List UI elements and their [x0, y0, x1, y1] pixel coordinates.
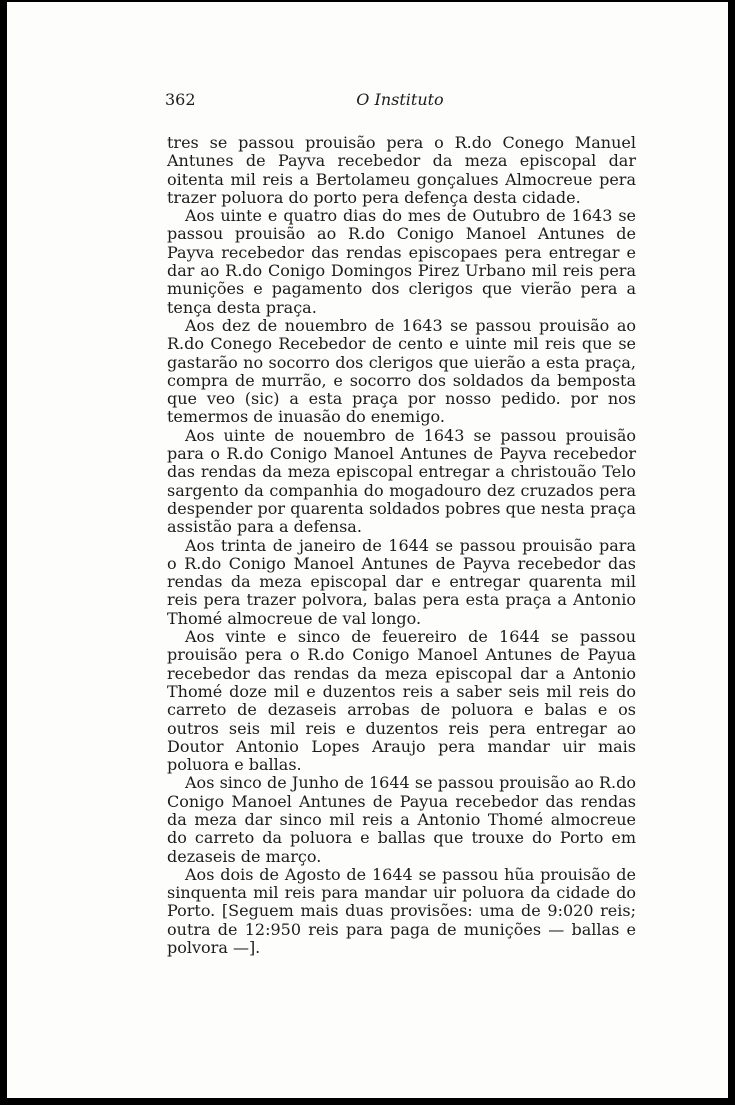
page-number: 362: [165, 90, 196, 109]
paragraph: Aos vinte e sinco de feuereiro de 1644 se passou prouisão pera o R.do Conigo Manoel Antunes de Payua recebedor das rendas da meza episcopal dar a Antonio Thomé doze mil e duzentos reis a saber seis mil reis do carreto de dezaseis arrobas de poluora e balas e os outros seis mil reis e duzentos reis pera entregar ao Doutor Antonio Lopes Araujo pera mandar uir mais poluora e ballas.: [167, 627, 636, 775]
paragraph: Aos trinta de janeiro de 1644 se passou prouisão para o R.do Conigo Manoel Antunes de Payva recebedor das rendas da meza episcopal dar e entregar quarenta mil reis pera trazer polvora, balas pera esta praça a Antonio Thomé almocreue de val longo.: [167, 535, 636, 628]
body-text: [167, 134, 636, 957]
page-header: [165, 90, 635, 112]
paragraph: Aos uinte de nouembro de 1643 se passou prouisão para o R.do Conigo Manoel Antunes de Payva recebedor das rendas da meza episcopal entregar a christouão Telo sargento da companhia do mogadouro dez cruzados pera despender por quarenta soldados pobres que nesta praça assistão para a defensa.: [167, 425, 636, 537]
paragraph: Aos dois de Agosto de 1644 se passou hũa prouisão de sinquenta mil reis para mandar uir poluora da cidade do Porto. [Seguem mais duas provisões: uma de 9:020 reis; outra de 12:950 reis para paga de munições — ballas e polvora —].: [167, 864, 636, 958]
running-title: O Instituto: [356, 90, 444, 109]
paragraph: tres se passou prouisão pera o R.do Conego Manuel Antunes de Payva recebedor da meza episcopal dar oitenta mil reis a Bertolameu gonçalues Almocreue pera trazer poluora do porto pera defença desta cidade.: [167, 133, 636, 207]
paragraph: Aos sinco de Junho de 1644 se passou prouisão ao R.do Conigo Manoel Antunes de Payua recebedor das rendas da meza dar sinco mil reis a Antonio Thomé almocreue do carreto da poluora e ballas que trouxe do Porto em dezaseis de março.: [167, 773, 636, 866]
paragraph: Aos dez de nouembro de 1643 se passou prouisão ao R.do Conego Recebedor de cento e uinte mil reis que se gastarão no socorro dos clerigos que uierão a esta praça, compra de murrão, e socorro dos soldados da bemposta que veo (sic) a esta praça por nosso pedido. por nos temermos de inuasão do enemigo.: [167, 315, 636, 427]
paragraph: Aos uinte e quatro dias do mes de Outubro de 1643 se passou prouisão ao R.do Conigo Manoel Antunes de Payva recebedor das rendas episcopaes pera entregar e dar ao R.do Conigo Domingos Pirez Urbano mil reis pera munições e pagamento dos clerigos que vierão pera a tença desta praça.: [167, 206, 636, 317]
